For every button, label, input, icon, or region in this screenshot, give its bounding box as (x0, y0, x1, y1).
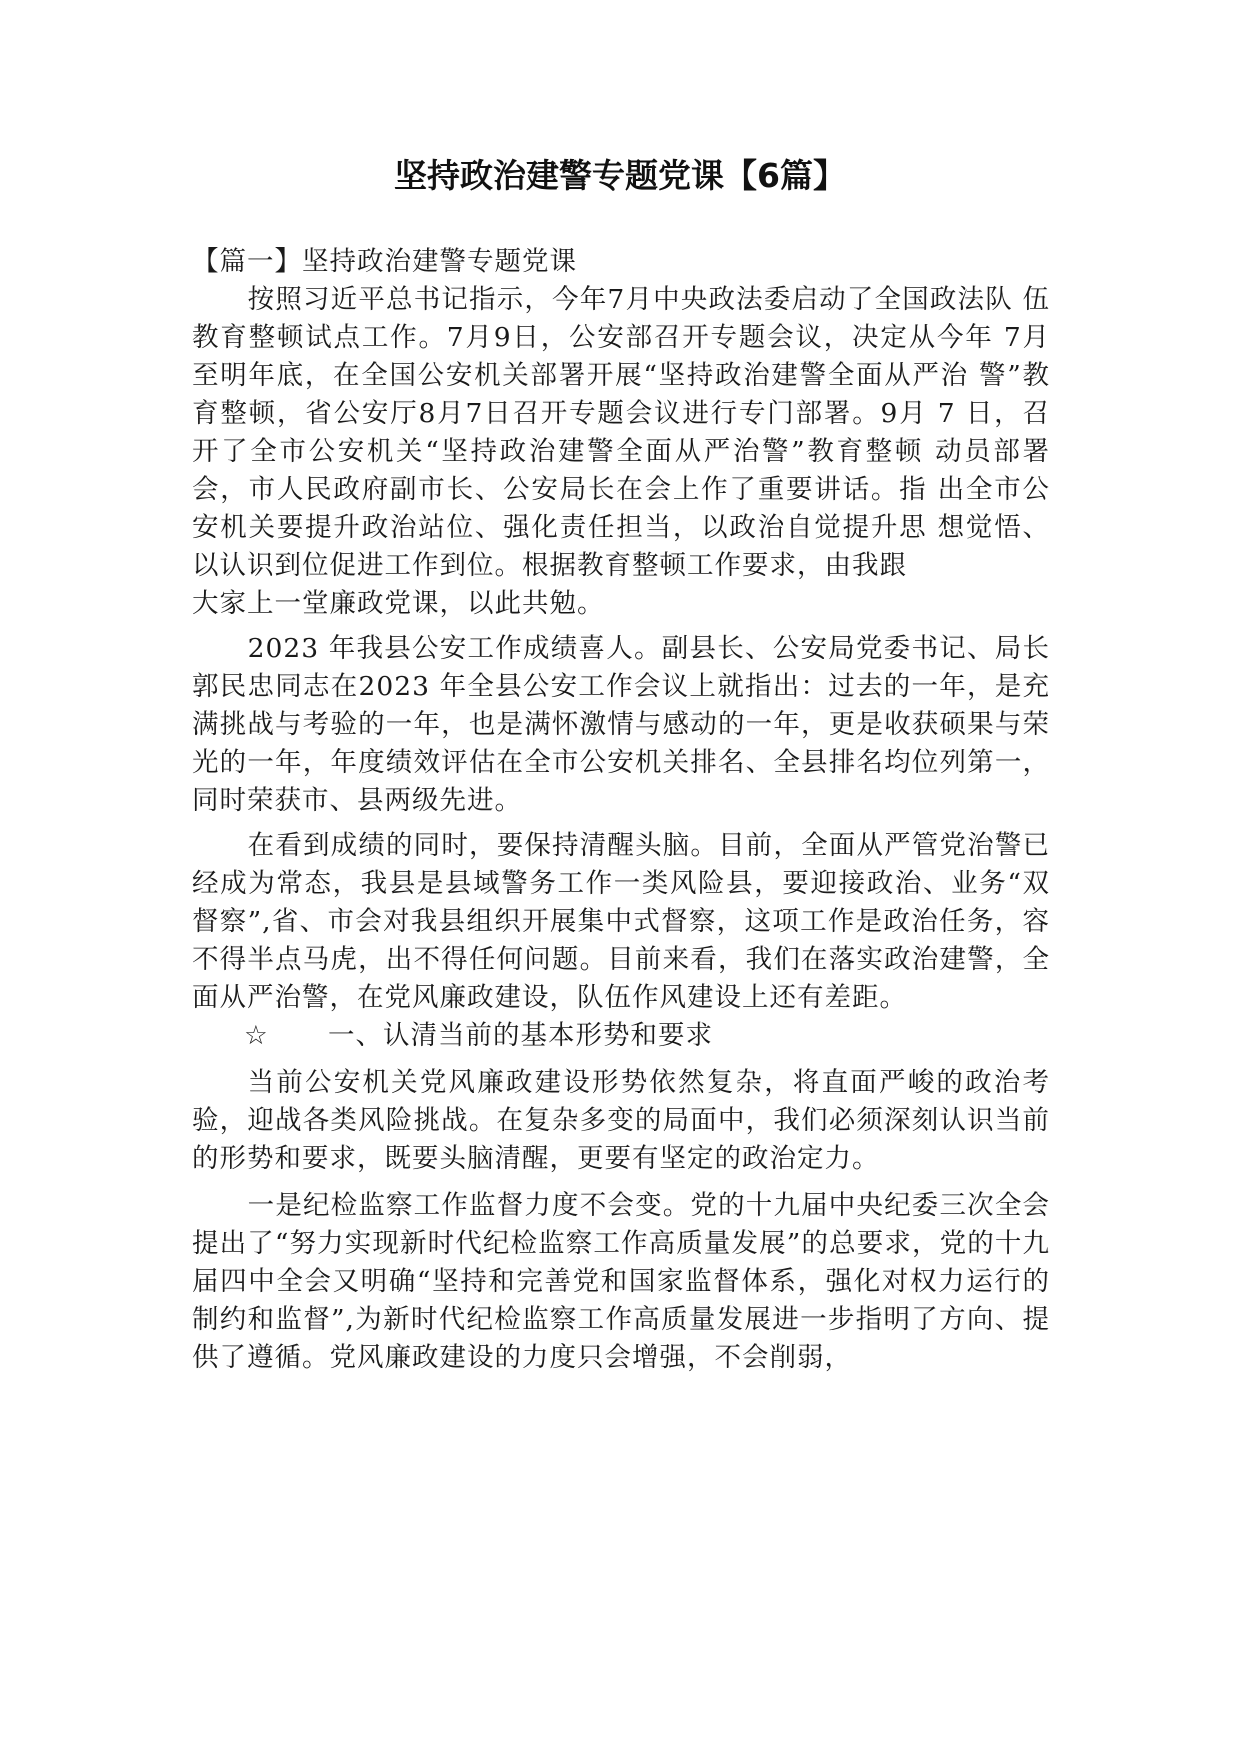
document-title: 坚持政治建警专题党课【6篇】 (394, 156, 846, 195)
subheading-text: 一、认清当前的基本形势和要求 (328, 1020, 713, 1051)
paragraph-1-continued: 大家上一堂廉政党课，以此共勉。 (192, 588, 605, 619)
paragraph-1: 按照习近平总书记指示，今年7月中央政法委启动了全国政法队 伍教育整顿试点工作。7月9日，公安部召开专题会议，决定从今年 7月至明年底，在全国公安机关部署开展“坚持政治建警全面从严治 警”教育整顿，省公安厅8月7日召开专题会议进行专门部署。9月 7 日，召开了全市公安机关“坚持政治建警全面从严治警”教育整顿 动员部署会，市人民政府副市长、公安局长在会上作了重要讲话。指 出全市公安机关要提升政治站位、强化责任担当，以政治自觉提升思 想觉悟、以认识到位促进工作到位。根据教育整顿工作要求，由我跟 (192, 284, 1050, 581)
paragraph-2: 2023 年我县公安工作成绩喜人。副县长、公安局党委书记、局长郭民忠同志在2023 年全县公安工作会议上就指出：过去的一年，是充满挑战与考验的一年，也是满怀激情与感动的一年，更是收获硕果与荣光的一年，年度绩效评估在全市公安机关排名、全县排名均位列第一，同时荣获市、县两级先进。 (192, 633, 1050, 816)
subheading (192, 1017, 1050, 1055)
paragraph-4: 当前公安机关党风廉政建设形势依然复杂，将直面严峻的政治考验，迎战各类风险挑战。在复杂多变的局面中，我们必须深刻认识当前的形势和要求，既要头脑清醒，更要有坚定的政治定力。 (192, 1067, 1050, 1174)
star-icon: ☆ (244, 1020, 269, 1051)
document-body (192, 243, 1050, 1377)
paragraph-3: 在看到成绩的同时，要保持清醒头脑。目前，全面从严管党治警已经成为常态，我县是县域警务工作一类风险县，要迎接政治、业务“双督察”,省、市会对我县组织开展集中式督察，这项工作是政治任务，容不得半点马虎，出不得任何问题。目前来看，我们在落实政治建警，全面从严治警，在党风廉政建设，队伍作风建设上还有差距。 (192, 830, 1050, 1013)
paragraph-5: 一是纪检监察工作监督力度不会变。党的十九届中央纪委三次全会提出了“努力实现新时代纪检监察工作高质量发展”的总要求，党的十九届四中全会又明确“坚持和完善党和国家监督体系，强化对权力运行的制约和监督”,为新时代纪检监察工作高质量发展进一步指明了方向、提供了遵循。党风廉政建设的力度只会增强，不会削弱， (192, 1190, 1050, 1373)
section-heading: 【篇一】坚持政治建警专题党课 (192, 246, 577, 277)
